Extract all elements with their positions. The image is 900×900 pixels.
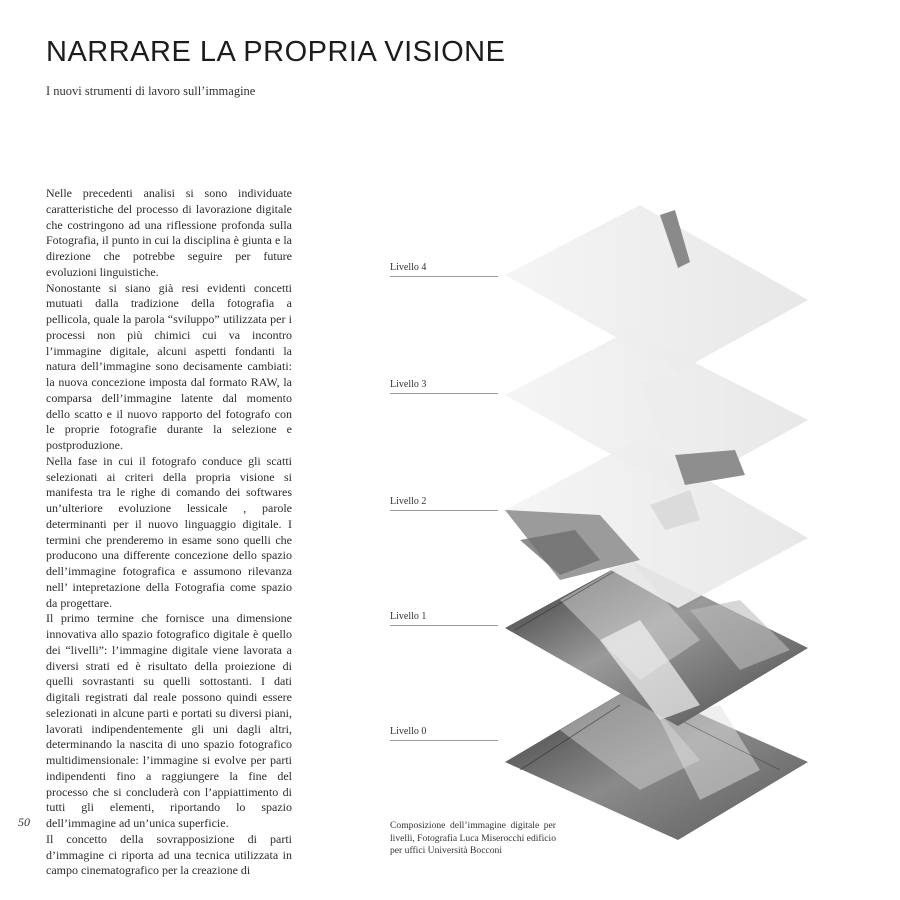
paragraph: Il primo termine che fornisce una dimensione innovativa allo spazio fotografico digitale è quello dei “livelli”: l’immagine digitale viene lavorata a diversi strati ed è risultato della proiezione di quelli sovrastanti su quelli sottostanti. I dati digitali registrati dal reale possono quindi essere selezionati in alcune parti e portati su diversi piani, lavorati indipendentemente gli uni dagli altri, determinando la nascita di uno spazio fotografico multidimensionale: l’immagine si evolve per parti indipendenti fino a raggiungere la fine del processo che si concluderà con l’appiattimento di tutti gli elementi, riportando lo spazio dell’immagine ad un’unica superficie. <box>46 611 292 830</box>
page-title: NARRARE LA PROPRIA VISIONE <box>46 36 506 68</box>
paragraph: Nelle precedenti analisi si sono individuate caratteristiche del processo di lavorazione digitale che costringono ad una riflessione profonda sulla Fotografia, il punto in cui la disciplina è giunta e la direzione che potrebbe seguire per future evoluzioni linguistiche. <box>46 186 292 279</box>
layer-label-1: Livello 1 <box>390 611 498 626</box>
layer-4 <box>505 205 808 372</box>
paragraph: Nonostante si siano già resi evidenti concetti mutuati dalla tradizione della fotografia a pellicola, quale la parola “sviluppo” utilizzata per i processi non più chimici cui va incontro l’immagine digitale, alcuni aspetti fondanti la natura dell’immagine sono decisamente cambiati: la nuova concezione imposta dal formato RAW, la comparsa dell’immagine latente dal momento dello scatto e il nuovo rapporto del fotografo con le proprie fotografie durante la selezione e postproduzione. <box>46 280 292 452</box>
page-subtitle: I nuovi strumenti di lavoro sull’immagine <box>46 84 256 98</box>
page-number: 50 <box>18 815 30 829</box>
layer-label-3: Livello 3 <box>390 379 498 394</box>
figure-caption: Composizione dell’immagine digitale per livelli, Fotografia Luca Miserocchi edificio per uffici Università Bocconi <box>390 820 556 856</box>
paragraph: Nella fase in cui il fotografo conduce gli scatti selezionati ai criteri della propria visione si manifesta tra le righe di comando dei softwares un’ulteriore evoluzione lessicale , parole determinanti per il nuovo linguaggio digitale. I termini che prenderemo in esame sono quelli che producono una differente concezione dello spazio dell’immagine fotografica e assumono rilevanza nell’ intepretazione della Fotografia come spazio da progettare. <box>46 453 292 610</box>
paragraph: Il concetto della sovrapposizione di parti d’immagine ci riporta ad una tecnica utilizzata in campo cinematografico per la creazione di <box>46 831 292 878</box>
layer-label-0: Livello 0 <box>390 726 498 741</box>
layer-label-2: Livello 2 <box>390 496 498 511</box>
layer-label-4: Livello 4 <box>390 262 498 277</box>
